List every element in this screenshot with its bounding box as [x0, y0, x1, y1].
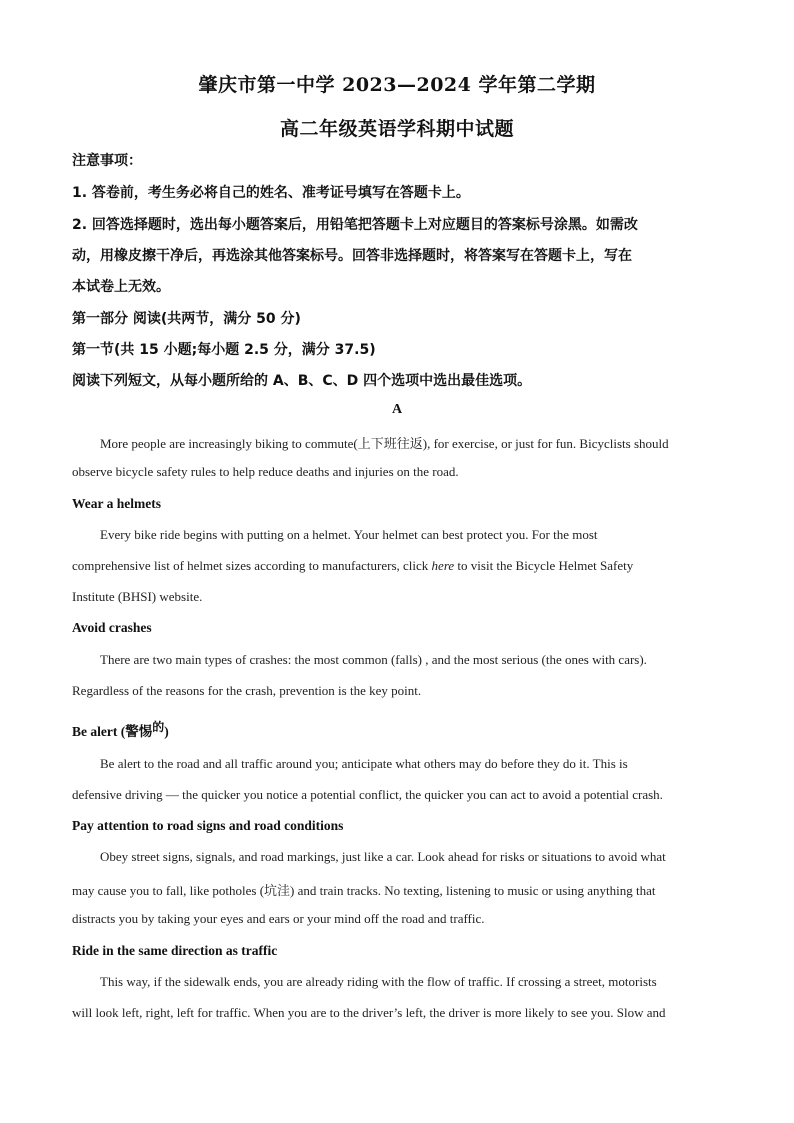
notice-heading: 注意事项： — [72, 153, 142, 169]
passage-label: A — [391, 402, 403, 417]
subheading-be-alert-sup: 的 — [152, 720, 165, 734]
subheading-road-signs: Pay attention to road signs and road conditions — [72, 818, 344, 833]
paragraph-intro-line1: More people are increasingly biking to commute(上下班往返), for exercise, or just for fun. Bicyclists should — [100, 436, 669, 451]
paragraph-alert-line1: Be alert to the road and all traffic around you; anticipate what others may do before they do it. This is — [100, 756, 628, 771]
section-heading: 第一节(共 15 小题;每小题 2.5 分，满分 37.5) — [72, 342, 376, 358]
paragraph-direction-line2: will look left, right, left for traffic. When you are to the driver’s left, the driver is more likely to see you. Slow and — [72, 1005, 666, 1020]
subheading-helmets: Wear a helmets — [72, 496, 161, 511]
here-link[interactable]: here — [431, 558, 455, 573]
exam-title-line1: 肇庆市第一中学 2023—2024 学年第二学期 — [198, 74, 596, 96]
reading-instruction: 阅读下列短文，从每小题所给的 A、B、C、D 四个选项中选出最佳选项。 — [72, 373, 532, 389]
subheading-be-alert — [72, 720, 169, 740]
paragraph-signs-line3: distracts you by taking your eyes and ears or your mind off the road and traffic. — [72, 911, 485, 926]
subheading-same-direction: Ride in the same direction as traffic — [72, 943, 278, 958]
paragraph-alert-line2: defensive driving — the quicker you notice a potential conflict, the quicker you can act to avoid a potential crash. — [72, 787, 663, 802]
paragraph-helmets-line3: Institute (BHSI) website. — [72, 589, 203, 604]
notice-item-2-line1: 2. 回答选择题时，选出每小题答案后，用铅笔把答题卡上对应题目的答案标号涂黑。如需改 — [72, 217, 638, 233]
paragraph-helmets-line1: Every bike ride begins with putting on a helmet. Your helmet can best protect you. For the most — [100, 527, 598, 542]
paragraph-signs-line2: may cause you to fall, like potholes (坑洼) and train tracks. No texting, listening to music or using anything that — [72, 883, 656, 898]
paragraph-direction-line1: This way, if the sidewalk ends, you are already riding with the flow of traffic. If crossing a street, motorists — [100, 974, 657, 989]
paragraph-crashes-line1: There are two main types of crashes: the most common (falls) , and the most serious (the ones with cars). — [100, 652, 647, 667]
notice-item-2-line3: 本试卷上无效。 — [72, 279, 170, 295]
paragraph-crashes-line2: Regardless of the reasons for the crash, prevention is the key point. — [72, 683, 422, 698]
subheading-be-alert-end: ) — [164, 724, 169, 739]
paragraph-helmets-text-before-link: comprehensive list of helmet sizes according to manufacturers, click — [72, 558, 432, 573]
part-heading: 第一部分 阅读(共两节，满分 50 分) — [72, 311, 301, 327]
paragraph-helmets-text-after-link: to visit the Bicycle Helmet Safety — [454, 558, 634, 573]
notice-item-1: 1. 答卷前，考生务必将自己的姓名、准考证号填写在答题卡上。 — [72, 185, 470, 201]
paragraph-intro-line2: observe bicycle safety rules to help reduce deaths and injuries on the road. — [72, 464, 459, 479]
subheading-be-alert-main: Be alert (警惕 — [72, 724, 153, 739]
exam-title-line2: 高二年级英语学科期中试题 — [279, 118, 514, 140]
paragraph-helmets-line2 — [72, 558, 633, 574]
subheading-avoid-crashes: Avoid crashes — [72, 620, 152, 635]
paragraph-signs-line1: Obey street signs, signals, and road markings, just like a car. Look ahead for risks or situations to avoid what — [100, 849, 666, 864]
notice-item-2-line2: 动，用橡皮擦干净后，再选涂其他答案标号。回答非选择题时，将答案写在答题卡上，写在 — [72, 248, 632, 264]
